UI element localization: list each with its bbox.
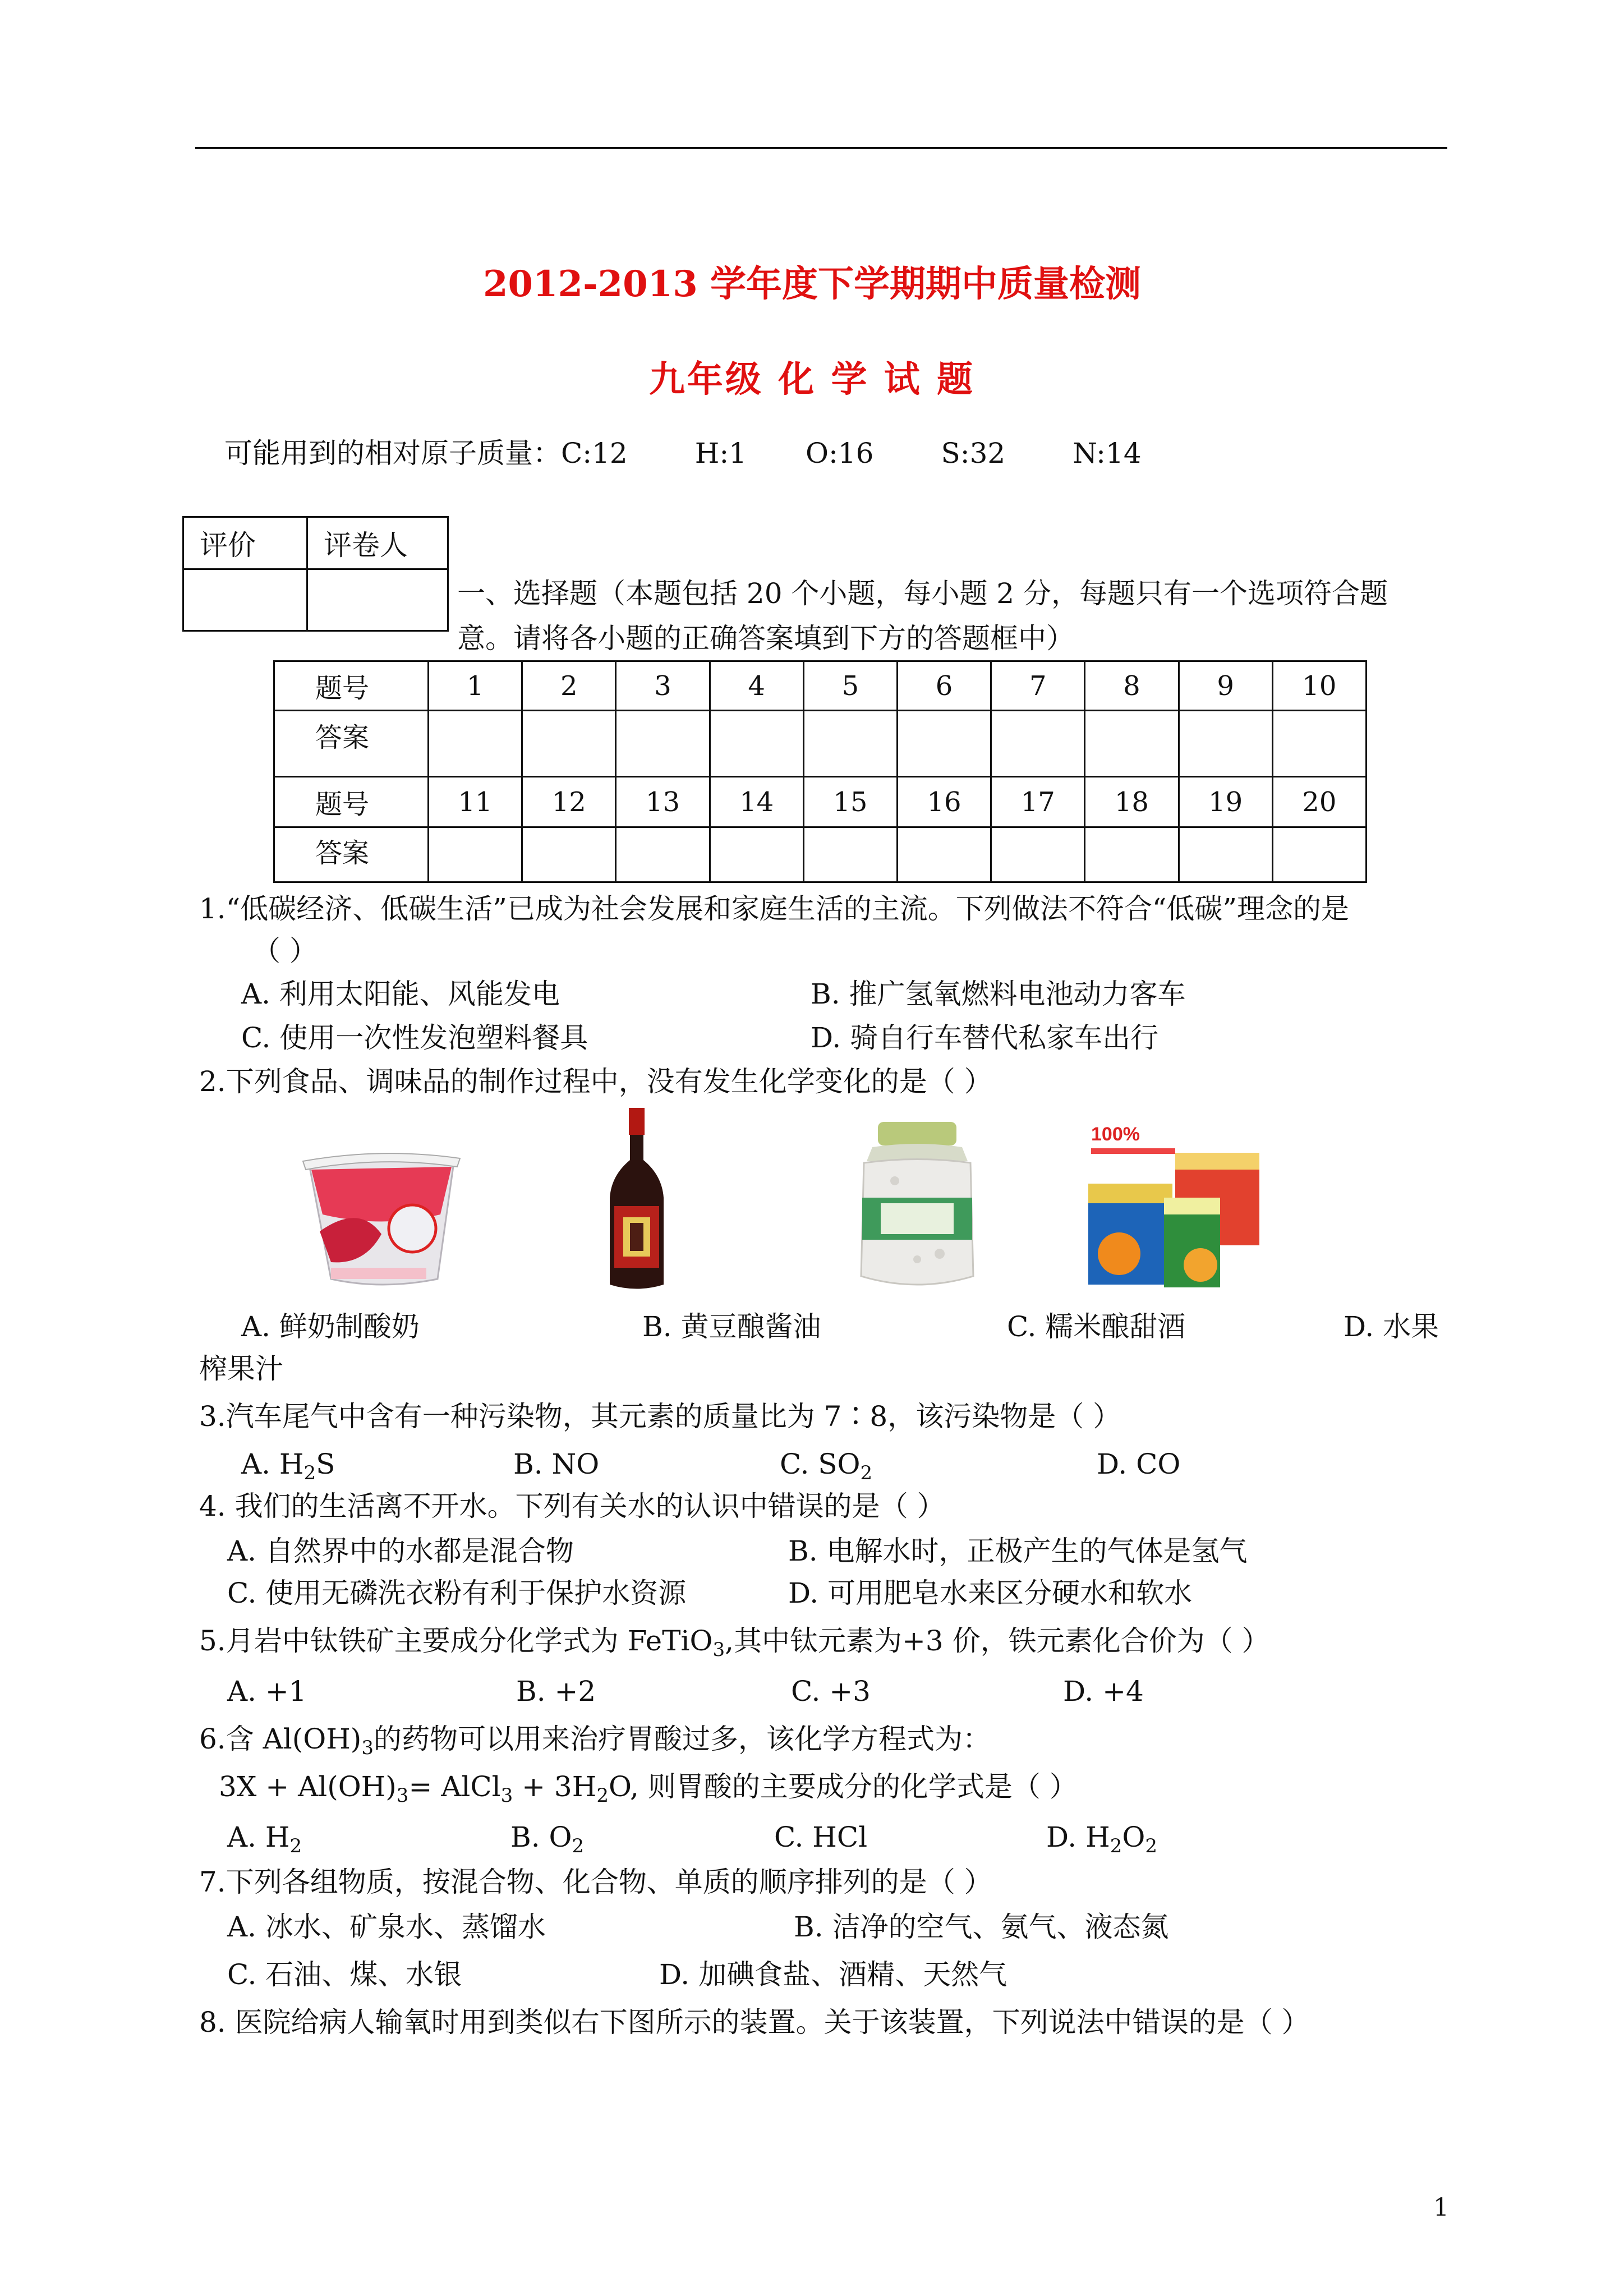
q5-stem: 5.月岩中钛铁矿主要成分化学式为 FeTiO$_3$,其中钛元素为+3 价，铁元素化合价为（ ） xyxy=(199,1625,1270,1661)
soy-sauce-image xyxy=(603,1108,670,1293)
q-number: 14 xyxy=(710,777,803,827)
q5-option-c: C. +3 xyxy=(791,1675,871,1708)
q-number: 18 xyxy=(1085,777,1179,827)
answer-cell[interactable] xyxy=(897,711,991,777)
q5-option-a: A. +1 xyxy=(227,1675,307,1708)
q-number: 17 xyxy=(991,777,1085,827)
atomic-mass-label: 可能用到的相对原子质量： xyxy=(224,437,561,470)
q8-stem: 8. 医院给病人输氧时用到类似右下图所示的装置。关于该装置，下列说法中错误的是（ ） xyxy=(199,2006,1310,2039)
answer-cell[interactable] xyxy=(1179,827,1272,882)
header-rule xyxy=(195,147,1447,149)
q-number: 13 xyxy=(616,777,710,827)
juice-100-label: 100% xyxy=(1091,1124,1140,1145)
q-number: 19 xyxy=(1179,777,1272,827)
rice-wine-image xyxy=(855,1119,979,1293)
mass-n: N:14 xyxy=(1073,437,1142,470)
q3-option-a: A. $H_2S$ xyxy=(241,1448,335,1484)
q-number: 15 xyxy=(803,777,897,827)
atomic-mass-line xyxy=(224,436,1142,470)
answer-cell[interactable] xyxy=(1272,827,1366,882)
q-number: 6 xyxy=(897,661,991,711)
q4-option-d: D. 可用肥皂水来区分硬水和软水 xyxy=(788,1577,1193,1609)
answer-cell[interactable] xyxy=(1272,711,1366,777)
mass-o: O:16 xyxy=(806,437,874,470)
q2-option-d-cont: 榨果汁 xyxy=(199,1352,283,1385)
q5-option-b: B. +2 xyxy=(516,1675,596,1708)
q6-option-a: A. $H_2$ xyxy=(227,1821,302,1857)
q7-option-c: C. 石油、煤、水银 xyxy=(227,1958,462,1991)
answer-cell[interactable] xyxy=(616,711,710,777)
q6-stem: 6.含 $Al(OH)_3$的药物可以用来治疗胃酸过多，该化学方程式为： xyxy=(199,1723,991,1759)
q4-option-b: B. 电解水时，正极产生的气体是氢气 xyxy=(788,1535,1248,1567)
q1-answer-paren: （ ） xyxy=(252,935,318,967)
q-number: 10 xyxy=(1272,661,1366,711)
answer-cell[interactable] xyxy=(1179,711,1272,777)
answer-cell[interactable] xyxy=(897,827,991,882)
q-number: 11 xyxy=(429,777,522,827)
q-number: 20 xyxy=(1272,777,1366,827)
mass-s: S:32 xyxy=(941,437,1006,470)
page-number: 1 xyxy=(1433,2193,1449,2222)
q1-option-b: B. 推广氢氧燃料电池动力客车 xyxy=(811,978,1186,1010)
q7-option-a: A. 冰水、矿泉水、蒸馏水 xyxy=(227,1911,546,1943)
q4-option-c: C. 使用无磷洗衣粉有利于保护水资源 xyxy=(227,1577,687,1609)
q-number: 5 xyxy=(803,661,897,711)
answer-cell[interactable] xyxy=(429,711,522,777)
answer-cell[interactable] xyxy=(1085,711,1179,777)
answer-cell[interactable] xyxy=(616,827,710,882)
answer-row-label-num: 题号 xyxy=(274,661,429,711)
mass-c: C:12 xyxy=(561,437,628,470)
q6-option-c: C. HCl xyxy=(774,1821,868,1853)
answer-cell[interactable] xyxy=(522,827,616,882)
answer-cell[interactable] xyxy=(710,827,803,882)
q3-stem: 3.汽车尾气中含有一种污染物，其元素的质量比为 7∶8，该污染物是（ ） xyxy=(199,1400,1121,1433)
section1-instruction-line2: 意。请将各小题的正确答案填到下方的答题框中） xyxy=(457,622,1074,655)
grading-header-score: 评价 xyxy=(183,517,307,569)
q1-option-c: C. 使用一次性发泡塑料餐具 xyxy=(241,1022,588,1054)
q6-equation: $3X + Al(OH)_3=$ AlCl$_3$ + $3H_2O$, 则胃酸的主要成分的化学式是（ ） xyxy=(219,1770,1078,1807)
q-number: 8 xyxy=(1085,661,1179,711)
answer-cell[interactable] xyxy=(1085,827,1179,882)
yogurt-image xyxy=(297,1136,466,1293)
q-number: 16 xyxy=(897,777,991,827)
q4-stem: 4. 我们的生活离不开水。下列有关水的认识中错误的是（ ） xyxy=(199,1490,945,1522)
grading-header-grader: 评卷人 xyxy=(307,517,448,569)
q2-option-c: C. 糯米酿甜酒 xyxy=(1007,1310,1186,1343)
grading-score-cell[interactable] xyxy=(183,569,307,631)
q1-stem: 1.“低碳经济、低碳生活”已成为社会发展和家庭生活的主流。下列做法不符合“低碳”理念的是 xyxy=(199,892,1349,925)
grading-grader-cell[interactable] xyxy=(307,569,448,631)
answer-row-label-num: 题号 xyxy=(274,777,429,827)
page-title: 2012-2013 学年度下学期期中质量检测 xyxy=(482,263,1142,305)
q7-option-b: B. 洁净的空气、氨气、液态氮 xyxy=(794,1911,1169,1943)
answer-cell[interactable] xyxy=(710,711,803,777)
q2-stem: 2.下列食品、调味品的制作过程中，没有发生化学变化的是（ ） xyxy=(199,1065,992,1098)
answer-cell[interactable] xyxy=(803,827,897,882)
answer-cell[interactable] xyxy=(991,827,1085,882)
q-number: 7 xyxy=(991,661,1085,711)
q3-option-d: D. CO xyxy=(1097,1448,1181,1480)
q1-option-d: D. 骑自行车替代私家车出行 xyxy=(811,1022,1159,1054)
fruit-juice-image xyxy=(1085,1119,1265,1293)
q1-option-a: A. 利用太阳能、风能发电 xyxy=(241,978,560,1010)
q3-option-b: B. NO xyxy=(513,1448,600,1480)
q3-option-c: C. $SO_2$ xyxy=(780,1448,873,1484)
q5-option-d: D. +4 xyxy=(1063,1675,1144,1708)
q2-option-b: B. 黄豆酿酱油 xyxy=(642,1310,821,1343)
q2-option-d: D. 水果 xyxy=(1344,1310,1439,1343)
answer-table xyxy=(273,660,1367,883)
answer-cell[interactable] xyxy=(803,711,897,777)
q-number: 1 xyxy=(429,661,522,711)
q-number: 2 xyxy=(522,661,616,711)
q6-option-d: D. $H_2O_2$ xyxy=(1046,1821,1157,1857)
section1-instruction-line1: 一、选择题（本题包括 20 个小题，每小题 2 分，每题只有一个选项符合题 xyxy=(457,577,1388,610)
q-number: 3 xyxy=(616,661,710,711)
q4-option-a: A. 自然界中的水都是混合物 xyxy=(227,1535,574,1567)
grading-table xyxy=(182,516,449,632)
answer-cell[interactable] xyxy=(429,827,522,882)
answer-row-label-ans: 答案 xyxy=(274,827,429,882)
q-number: 9 xyxy=(1179,661,1272,711)
q6-option-b: B. $O_2$ xyxy=(510,1821,585,1857)
q7-stem: 7.下列各组物质，按混合物、化合物、单质的顺序排列的是（ ） xyxy=(199,1866,992,1898)
q2-option-a: A. 鲜奶制酸奶 xyxy=(241,1310,420,1343)
mass-h: H:1 xyxy=(694,437,747,470)
q7-option-d: D. 加碘食盐、酒精、天然气 xyxy=(659,1958,1007,1991)
answer-cell[interactable] xyxy=(991,711,1085,777)
page-subtitle: 九年级 化 学 试 题 xyxy=(648,358,976,401)
answer-row-label-ans: 答案 xyxy=(274,711,429,777)
q-number: 4 xyxy=(710,661,803,711)
answer-cell[interactable] xyxy=(522,711,616,777)
q-number: 12 xyxy=(522,777,616,827)
